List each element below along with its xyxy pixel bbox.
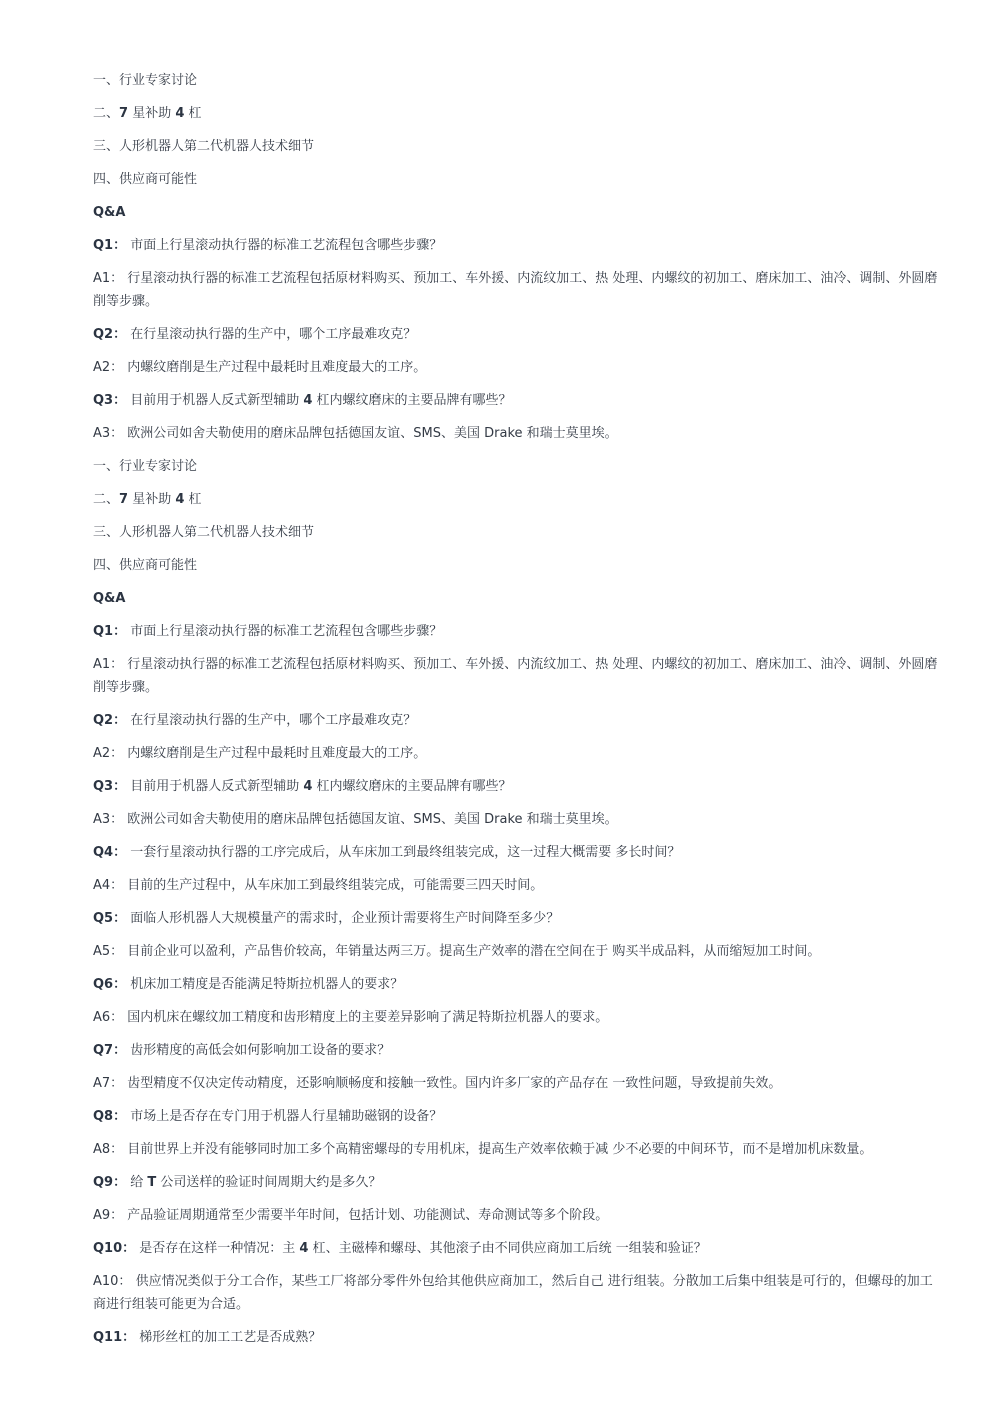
- question-line: [93, 709, 941, 732]
- bold-text: Q3：: [93, 393, 127, 408]
- text-run: 一套行星滚动执行器的工序完成后，从车床加工到最终组装完成，这一过程大概需要 多长时间？: [126, 845, 681, 860]
- section-heading: [93, 168, 941, 191]
- text-run: A6： 国内机床在螺纹加工精度和齿形精度上的主要差异影响了满足特斯拉机器人的要求。: [93, 1010, 609, 1025]
- text-run: 市面上行星滚动执行器的标准工艺流程包含哪些步骤？: [126, 624, 443, 639]
- section-heading: [93, 554, 941, 577]
- bold-text: 4: [303, 779, 313, 794]
- question-line: [93, 1237, 941, 1260]
- text-run: 面临人形机器人大规模量产的需求时，企业预计需要将生产时间降至多少？: [126, 911, 560, 926]
- answer-line: [93, 1138, 941, 1161]
- text-run: 在行星滚动执行器的生产中，哪个工序最难攻克？: [126, 327, 417, 342]
- answer-line: [93, 742, 941, 765]
- text-run: 一、行业专家讨论: [93, 73, 198, 88]
- qa-title: [93, 587, 941, 610]
- bold-text: 4: [303, 393, 313, 408]
- text-run: 杠内螺纹磨床的主要品牌有哪些？: [312, 779, 512, 794]
- answer-line: [93, 422, 941, 445]
- text-run: A2： 内螺纹磨削是生产过程中最耗时且难度最大的工序。: [93, 746, 427, 761]
- bold-text: 4: [299, 1241, 309, 1256]
- text-run: 是否存在这样一种情况：主: [135, 1241, 300, 1256]
- text-run: 杠内螺纹磨床的主要品牌有哪些？: [312, 393, 512, 408]
- bold-text: 7: [119, 106, 129, 121]
- text-run: 梯形丝杠的加工工艺是否成熟？: [135, 1330, 322, 1345]
- question-line: [93, 907, 941, 930]
- text-run: 齿形精度的高低会如何影响加工设备的要求？: [126, 1043, 391, 1058]
- question-line: [93, 1105, 941, 1128]
- answer-line: [93, 1270, 941, 1316]
- text-run: A3： 欧洲公司如舍夫勒使用的磨床品牌包括德国友谊、SMS、美国 Drake 和瑞士莫里埃。: [93, 812, 618, 827]
- text-run: 机床加工精度是否能满足特斯拉机器人的要求？: [126, 977, 404, 992]
- question-line: [93, 973, 941, 996]
- text-run: 杠: [184, 106, 202, 121]
- text-run: 一、行业专家讨论: [93, 459, 198, 474]
- question-line: [93, 620, 941, 643]
- question-line: [93, 1326, 941, 1349]
- answer-line: [93, 267, 941, 313]
- bold-text: Q1：: [93, 238, 127, 253]
- question-line: [93, 1171, 941, 1194]
- bold-text: 4: [175, 106, 185, 121]
- section-heading: [93, 488, 941, 511]
- bold-text: T: [147, 1175, 157, 1190]
- text-run: A9： 产品验证周期通常至少需要半年时间，包括计划、功能测试、寿命测试等多个阶段。: [93, 1208, 609, 1223]
- text-run: 市面上行星滚动执行器的标准工艺流程包含哪些步骤？: [126, 238, 443, 253]
- text-run: 四、供应商可能性: [93, 172, 198, 187]
- section-heading: [93, 69, 941, 92]
- text-run: A1： 行星滚动执行器的标准工艺流程包括原材料购买、预加工、车外援、内流纹加工、热 处理、内螺纹的初加工、磨床加工、油冷、调制、外圆磨削等步骤。: [93, 657, 938, 695]
- bold-text: Q10：: [93, 1241, 136, 1256]
- bold-text: Q7：: [93, 1043, 127, 1058]
- bold-text: Q8：: [93, 1109, 127, 1124]
- section-heading: [93, 521, 941, 544]
- section-heading: [93, 135, 941, 158]
- question-line: [93, 234, 941, 257]
- text-run: 三、人形机器人第二代机器人技术细节: [93, 139, 315, 154]
- text-run: 杠: [184, 492, 202, 507]
- bold-text: Q2：: [93, 713, 127, 728]
- text-run: A1： 行星滚动执行器的标准工艺流程包括原材料购买、预加工、车外援、内流纹加工、热 处理、内螺纹的初加工、磨床加工、油冷、调制、外圆磨削等步骤。: [93, 271, 938, 309]
- qa-title: [93, 201, 941, 224]
- text-run: 目前用于机器人反式新型辅助: [126, 779, 304, 794]
- text-run: 星补助: [128, 492, 176, 507]
- bold-text: Q3：: [93, 779, 127, 794]
- bold-text: Q2：: [93, 327, 127, 342]
- bold-text: 7: [119, 492, 129, 507]
- question-line: [93, 323, 941, 346]
- bold-text: Q9：: [93, 1175, 127, 1190]
- text-run: A5： 目前企业可以盈利，产品售价较高，年销量达两三万。提高生产效率的潜在空间在于 购买半成品料，从而缩短加工时间。: [93, 944, 821, 959]
- answer-line: [93, 1204, 941, 1227]
- text-run: 杠、主磁棒和螺母、其他滚子由不同供应商加工后统 一组装和验证？: [308, 1241, 707, 1256]
- text-run: 给: [126, 1175, 148, 1190]
- question-line: [93, 389, 941, 412]
- text-run: 四、供应商可能性: [93, 558, 198, 573]
- section-heading: [93, 455, 941, 478]
- bold-text: Q4：: [93, 845, 127, 860]
- text-run: A4： 目前的生产过程中，从车床加工到最终组装完成，可能需要三四天时间。: [93, 878, 544, 893]
- bold-text: Q&A: [93, 591, 126, 606]
- text-run: 二、: [93, 106, 120, 121]
- question-line: [93, 841, 941, 864]
- text-run: A2： 内螺纹磨削是生产过程中最耗时且难度最大的工序。: [93, 360, 427, 375]
- answer-line: [93, 1072, 941, 1095]
- text-run: 目前用于机器人反式新型辅助: [126, 393, 304, 408]
- answer-line: [93, 653, 941, 699]
- text-run: A7： 齿型精度不仅决定传动精度，还影响顺畅度和接触一致性。国内许多厂家的产品存在 一致性问题，导致提前失效。: [93, 1076, 782, 1091]
- document-page: [93, 69, 941, 1359]
- answer-line: [93, 808, 941, 831]
- text-run: 在行星滚动执行器的生产中，哪个工序最难攻克？: [126, 713, 417, 728]
- question-line: [93, 775, 941, 798]
- section-heading: [93, 102, 941, 125]
- bold-text: 4: [175, 492, 185, 507]
- bold-text: Q&A: [93, 205, 126, 220]
- answer-line: [93, 356, 941, 379]
- text-run: 公司送样的验证时间周期大约是多久？: [156, 1175, 382, 1190]
- text-run: A10： 供应情况类似于分工合作，某些工厂将部分零件外包给其他供应商加工，然后自己 进行组装。分散加工后集中组装是可行的，但螺母的加工商进行组装可能更为合适。: [93, 1274, 933, 1312]
- answer-line: [93, 940, 941, 963]
- text-run: 星补助: [128, 106, 176, 121]
- bold-text: Q5：: [93, 911, 127, 926]
- text-run: 二、: [93, 492, 120, 507]
- text-run: 市场上是否存在专门用于机器人行星辅助磁钢的设备？: [126, 1109, 443, 1124]
- answer-line: [93, 874, 941, 897]
- bold-text: Q11：: [93, 1330, 136, 1345]
- question-line: [93, 1039, 941, 1062]
- bold-text: Q1：: [93, 624, 127, 639]
- text-run: A3： 欧洲公司如舍夫勒使用的磨床品牌包括德国友谊、SMS、美国 Drake 和瑞士莫里埃。: [93, 426, 618, 441]
- text-run: A8： 目前世界上并没有能够同时加工多个高精密螺母的专用机床，提高生产效率依赖于减 少不必要的中间环节，而不是增加机床数量。: [93, 1142, 873, 1157]
- text-run: 三、人形机器人第二代机器人技术细节: [93, 525, 315, 540]
- bold-text: Q6：: [93, 977, 127, 992]
- answer-line: [93, 1006, 941, 1029]
